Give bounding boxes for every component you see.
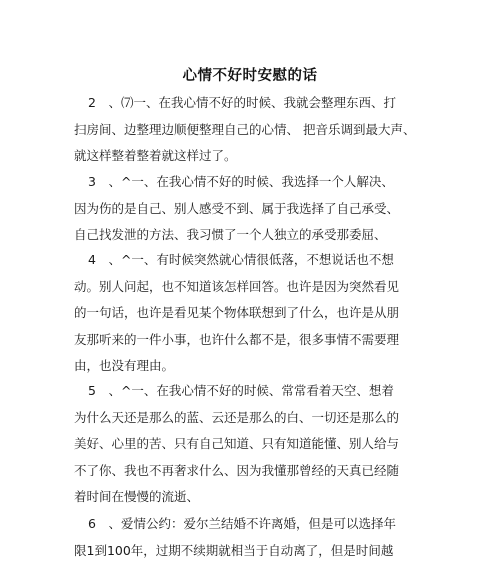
paragraph-3	[74, 169, 434, 249]
paragraph-line: 3 、^一、在我心情不好的时候、我选择一个人解决、	[88, 174, 394, 189]
paragraph-line: 美好、心里的苦、只有自己知道、只有知道能懂、别人给与	[74, 436, 400, 451]
paragraph-line: 着时间在慢慢的流逝、	[74, 489, 200, 504]
paragraph-line: 动。别人问起，也不知道该怎样回答。也许是因为突然看见	[74, 278, 400, 294]
paragraph-6	[74, 511, 434, 564]
paragraph-5	[74, 378, 434, 511]
paragraph-line: 就这样整着整着就这样过了。	[74, 148, 237, 163]
paragraph-line: 不了你、我也不再奢求什么、因为我懂那曾经的天真已经随	[74, 462, 400, 478]
paragraph-line: 由，也没有理由。	[74, 358, 175, 373]
paragraph-line: 因为伤的是自己、别人感受不到、属于我选择了自己承受、	[74, 200, 400, 216]
paragraph-line: 限1到100年，过期不续期就相当于自动离了，但是时间越	[74, 542, 394, 558]
document-title: 心情不好时安慰的话	[182, 68, 318, 84]
paragraph-line: 的一句话，也许是看见某个物体联想到了什么，也许是从朋	[74, 305, 400, 320]
paragraph-line: 自己找发泄的方法、我习惯了一个人独立的承受那委屈、	[74, 227, 387, 242]
paragraph-line: 5 、^一、在我心情不好的时候、常常看着天空、想着	[88, 383, 394, 398]
paragraph-line: 4 、^一、有时候突然就心情很低落，不想说话也不想	[88, 252, 394, 267]
paragraph-line: 2 、⑺一、在我心情不好的时候、我就会整理东西、打	[88, 95, 396, 110]
paragraph-line: 为什么天还是那么的蓝、云还是那么的白、一切还是那么的	[74, 409, 400, 425]
paragraph-line: 6 、爱情公约：爱尔兰结婚不许离婚，但是可以选择年	[88, 516, 396, 531]
paragraph-4	[74, 247, 434, 380]
paragraph-line: 扫房间、边整理边顺便整理自己的心情、 把音乐调到最大声、	[74, 121, 416, 137]
paragraph-line: 友那听来的一件小事，也许什么都不是，很多事情不需要理	[74, 331, 400, 347]
paragraph-2	[74, 90, 434, 170]
